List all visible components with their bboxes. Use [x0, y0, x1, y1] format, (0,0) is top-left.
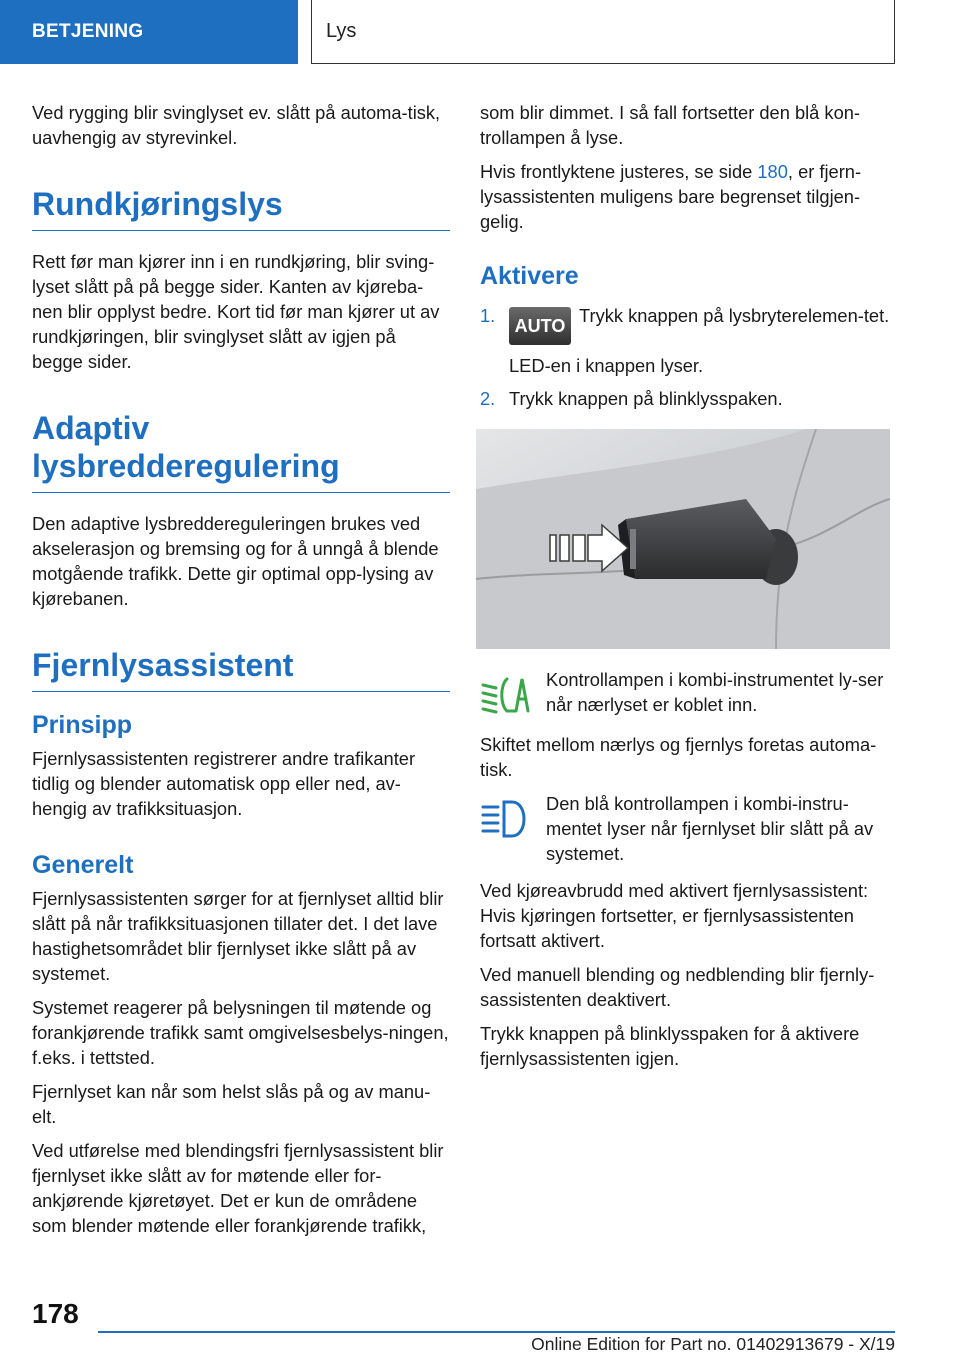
step-1-text: Trykk knappen på lysbryterelemen-tet.	[579, 305, 890, 326]
step-1-subtext: LED-en i knappen lyser.	[509, 355, 704, 376]
step-1	[480, 303, 892, 378]
step-2-number: 2.	[480, 388, 496, 409]
paragraph-driving-break: Ved kjøreavbrudd med aktivert fjernlysassistent: Hvis kjøringen fortsetter, er fjernlysassistenten fortsatt aktivert.	[480, 880, 869, 951]
high-beam-indicator-row	[480, 791, 892, 866]
paragraph-general-4: Ved utførelse med blendingsfri fjernlysassistent blir fjernlyset ikke slått av for møtende eller for-ankjørende kjøretøyet. Det er kun de områdene som blender møtende eller forankjørende trafikk,	[32, 1140, 444, 1236]
chapter-tab: Lys	[311, 0, 895, 64]
heading-principle: Prinsipp	[32, 711, 133, 739]
low-beam-indicator-text: Kontrollampen i kombi-instrumentet ly-ser når nærlyset er koblet inn.	[546, 669, 884, 715]
paragraph-general-2: Systemet reagerer på belysningen til møtende og forankjørende trafikk samt omgivelsesbelys-ningen, f.eks. i tettsted.	[32, 997, 449, 1068]
turn-signal-stalk-illustration	[476, 429, 890, 649]
right-column	[480, 100, 892, 1080]
section-tab: BETJENING	[0, 0, 298, 64]
paragraph-general-3: Fjernlyset kan når som helst slås på og av manu-elt.	[32, 1081, 431, 1127]
page-reference-link[interactable]: 180	[757, 161, 788, 182]
high-beam-indicator-text: Den blå kontrollampen i kombi-instru-mentet lyser når fjernlyset blir slått på av systemet.	[546, 793, 874, 864]
heading-general: Generelt	[32, 851, 134, 879]
adjust-text-pre: Hvis frontlyktene justeres, se side	[480, 161, 758, 182]
step-2	[480, 386, 892, 411]
step-1-number: 1.	[480, 305, 496, 326]
paragraph-general-1: Fjernlysassistenten sørger for at fjernlyset alltid blir slått på når trafikksituasjonen tillater det. I det lave hastighetsområdet blir fjernlyset ikke slått på av systemet.	[32, 888, 444, 984]
page-number: 178	[32, 1298, 79, 1329]
paragraph-reactivate: Trykk knappen på blinklysspaken for å aktivere fjernlysassistenten igjen.	[480, 1023, 860, 1069]
step-2-text: Trykk knappen på blinklysspaken.	[509, 388, 783, 409]
paragraph-manual-dimming: Ved manuell blending og nedblending blir fjernly-sassistenten deaktivert.	[480, 964, 875, 1010]
footer-divider	[98, 1331, 895, 1333]
stalk-drawing	[476, 429, 890, 649]
heading-adaptive-range: Adaptiv lysbredderegulering	[32, 409, 450, 493]
paragraph-reverse: Ved rygging blir svinglyset ev. slått på automa-tisk, uavhengig av styrevinkel.	[32, 102, 441, 148]
heading-high-beam-assistant: Fjernlysassistent	[32, 646, 450, 692]
paragraph-adaptive: Den adaptive lysbreddereguleringen brukes ved akselerasjon og bremsing og for å unngå å blende motgående trafikk. Dette gir optimal opp-lysing av kjørebanen.	[32, 513, 439, 609]
high-beam-indicator-icon	[480, 799, 532, 839]
auto-button-icon: AUTO	[509, 307, 571, 345]
paragraph-switch-auto: Skiftet mellom nærlys og fjernlys foretas automa-tisk.	[480, 734, 877, 780]
auto-low-beam-indicator-icon	[480, 675, 532, 715]
paragraph-principle: Fjernlysassistenten registrerer andre trafikanter tidlig og blender automatisk opp eller ned, av-hengig av trafikksituasjon.	[32, 748, 416, 819]
adjust-text-post: , er fjern-lysassistenten muligens bare begrenset tilgjen-gelig.	[480, 161, 862, 232]
paragraph-continued: som blir dimmet. I så fall fortsetter den blå kon-trollampen å lyse.	[480, 102, 860, 148]
left-column	[32, 100, 450, 1247]
footer-edition: Online Edition for Part no. 01402913679 - X/19	[531, 1334, 895, 1354]
paragraph-headlight-adjust	[480, 159, 892, 234]
heading-roundabout-light: Rundkjøringslys	[32, 185, 450, 231]
heading-activate: Aktivere	[480, 262, 579, 290]
low-beam-indicator-row	[480, 667, 892, 720]
paragraph-roundabout: Rett før man kjører inn i en rundkjøring, blir sving-lyset slått på på begge sider. Kanten av kjøreba-nen blir opplyst bedre. Kort tid før man kjører ut av rundkjøringen, blir svinglyset slått av igjen på begge sider.	[32, 251, 440, 372]
